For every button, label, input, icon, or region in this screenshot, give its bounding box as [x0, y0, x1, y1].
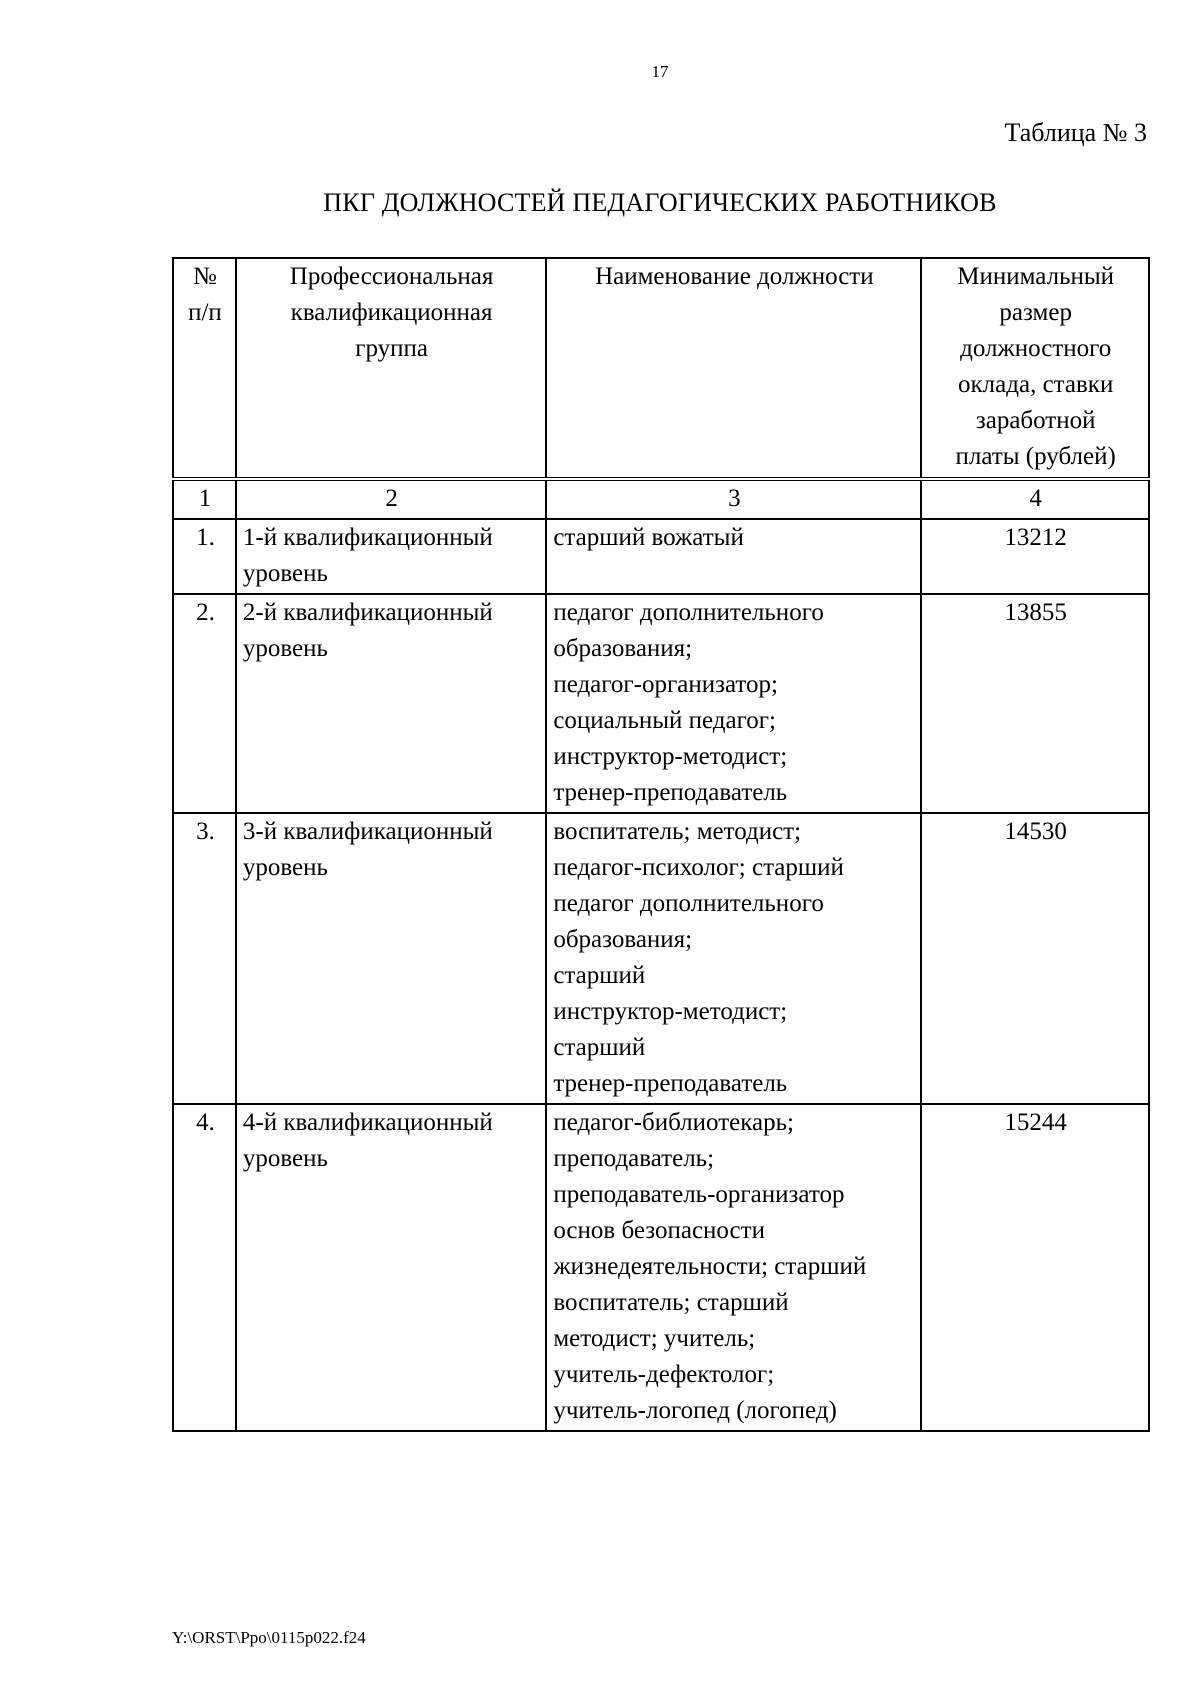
column-number: 3 — [546, 479, 921, 519]
table-row — [173, 519, 1149, 594]
salary-table — [172, 257, 1150, 1432]
column-number: 2 — [236, 479, 546, 519]
row-group: 1-й квалификационный уровень — [236, 519, 546, 594]
header-group: Профессиональная квалификационная группа — [236, 258, 546, 479]
column-number: 4 — [921, 479, 1149, 519]
header-position: Наименование должности — [546, 258, 921, 479]
column-number: 1 — [173, 479, 236, 519]
table-reference: Таблица № 3 — [1004, 118, 1147, 147]
row-group: 3-й квалификационный уровень — [236, 813, 546, 1104]
row-group: 4-й квалификационный уровень — [236, 1104, 546, 1431]
row-positions: педагог-библиотекарь; преподаватель; преподаватель-организатор основ безопасности жизнедеятельности; старший воспитатель; старший методист; учитель; учитель-дефектолог; учитель-логопед (логопед) — [546, 1104, 921, 1431]
row-salary: 13212 — [921, 519, 1149, 594]
row-number: 4. — [173, 1104, 236, 1431]
table-row — [173, 594, 1149, 813]
header-salary: Минимальный размер должностного оклада, ставки заработной платы (рублей) — [921, 258, 1149, 479]
table-row — [173, 1104, 1149, 1431]
column-number-row — [173, 479, 1149, 519]
page-title: ПКГ ДОЛЖНОСТЕЙ ПЕДАГОГИЧЕСКИХ РАБОТНИКОВ — [323, 188, 997, 217]
footer-file-path: Y:\ORST\Ppo\0115p022.f24 — [172, 1628, 366, 1647]
table-header-row — [173, 258, 1149, 479]
row-positions: воспитатель; методист; педагог-психолог; старший педагог дополнительного образования; старший инструктор-методист; старший тренер-преподаватель — [546, 813, 921, 1104]
table-row — [173, 813, 1149, 1104]
row-number: 3. — [173, 813, 236, 1104]
row-number: 1. — [173, 519, 236, 594]
row-group: 2-й квалификационный уровень — [236, 594, 546, 813]
row-salary: 13855 — [921, 594, 1149, 813]
row-positions: старший вожатый — [546, 519, 921, 594]
row-positions: педагог дополнительного образования; педагог-организатор; социальный педагог; инструктор-методист; тренер-преподаватель — [546, 594, 921, 813]
row-number: 2. — [173, 594, 236, 813]
page-number: 17 — [651, 62, 669, 81]
row-salary: 15244 — [921, 1104, 1149, 1431]
row-salary: 14530 — [921, 813, 1149, 1104]
header-number: № п/п — [173, 258, 236, 479]
